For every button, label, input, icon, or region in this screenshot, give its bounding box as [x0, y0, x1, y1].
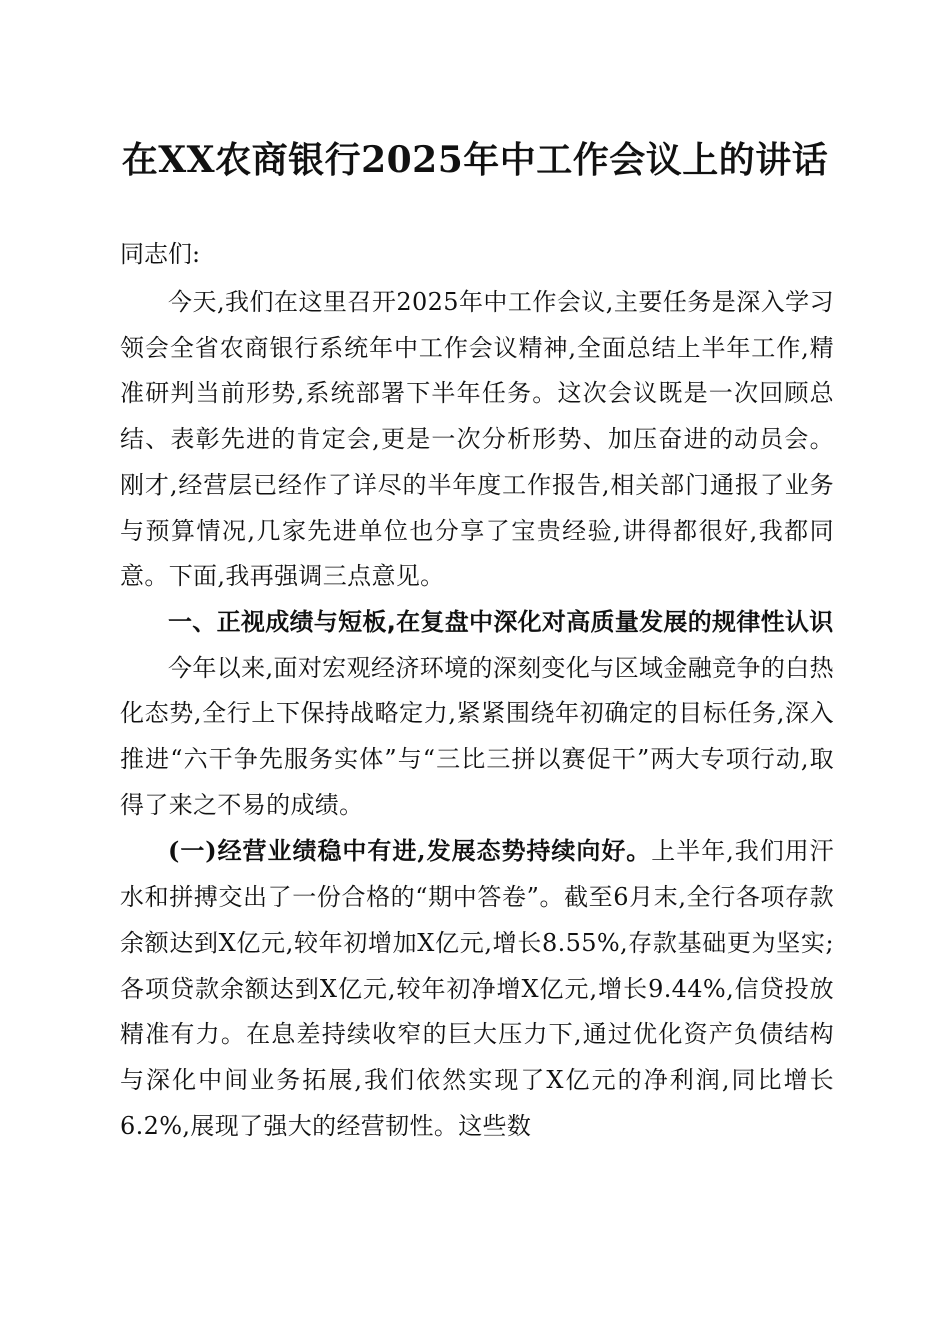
document-title: 在XX农商银行2025年中工作会议上的讲话 [121, 139, 829, 181]
salutation: 同志们: [120, 240, 201, 268]
subsection-1-body: 上半年,我们用汗水和拼搏交出了一份合格的“期中答卷”。截至6月末,全行各项存款余额达到X亿元,较年初增加X亿元,增长8.55%,存款基础更为坚实;各项贷款余额达到X亿元,较年初净增X亿元,增长9.44%,信贷投放精准有力。在息差持续收窄的巨大压力下,通过优化资产负债结构与深化中间业务拓展,我们依然实现了X亿元的净利润,同比增长6.2%,展现了强大的经营韧性。这些数 [120, 837, 834, 1140]
document-body [120, 232, 834, 1149]
subsection-1-lead: (一)经营业绩稳中有进,发展态势持续向好。 [168, 836, 652, 866]
subsection-1-paragraph [120, 828, 834, 1149]
section-1-paragraph: 今年以来,面对宏观经济环境的深刻变化与区域金融竞争的白热化态势,全行上下保持战略定力,紧紧围绕年初确定的目标任务,深入推进“六干争先服务实体”与“三比三拼以赛促干”两大专项行动,取得了来之不易的成绩。 [120, 653, 834, 819]
section-heading-1: 一、正视成绩与短板,在复盘中深化对高质量发展的规律性认识 [168, 607, 834, 636]
intro-paragraph: 今天,我们在这里召开2025年中工作会议,主要任务是深入学习领会全省农商银行系统年中工作会议精神,全面总结上半年工作,精准研判当前形势,系统部署下半年任务。这次会议既是一次回顾总结、表彰先进的肯定会,更是一次分析形势、加压奋进的动员会。刚才,经营层已经作了详尽的半年度工作报告,相关部门通报了业务与预算情况,几家先进单位也分享了宝贵经验,讲得都很好,我都同意。下面,我再强调三点意见。 [120, 288, 834, 591]
